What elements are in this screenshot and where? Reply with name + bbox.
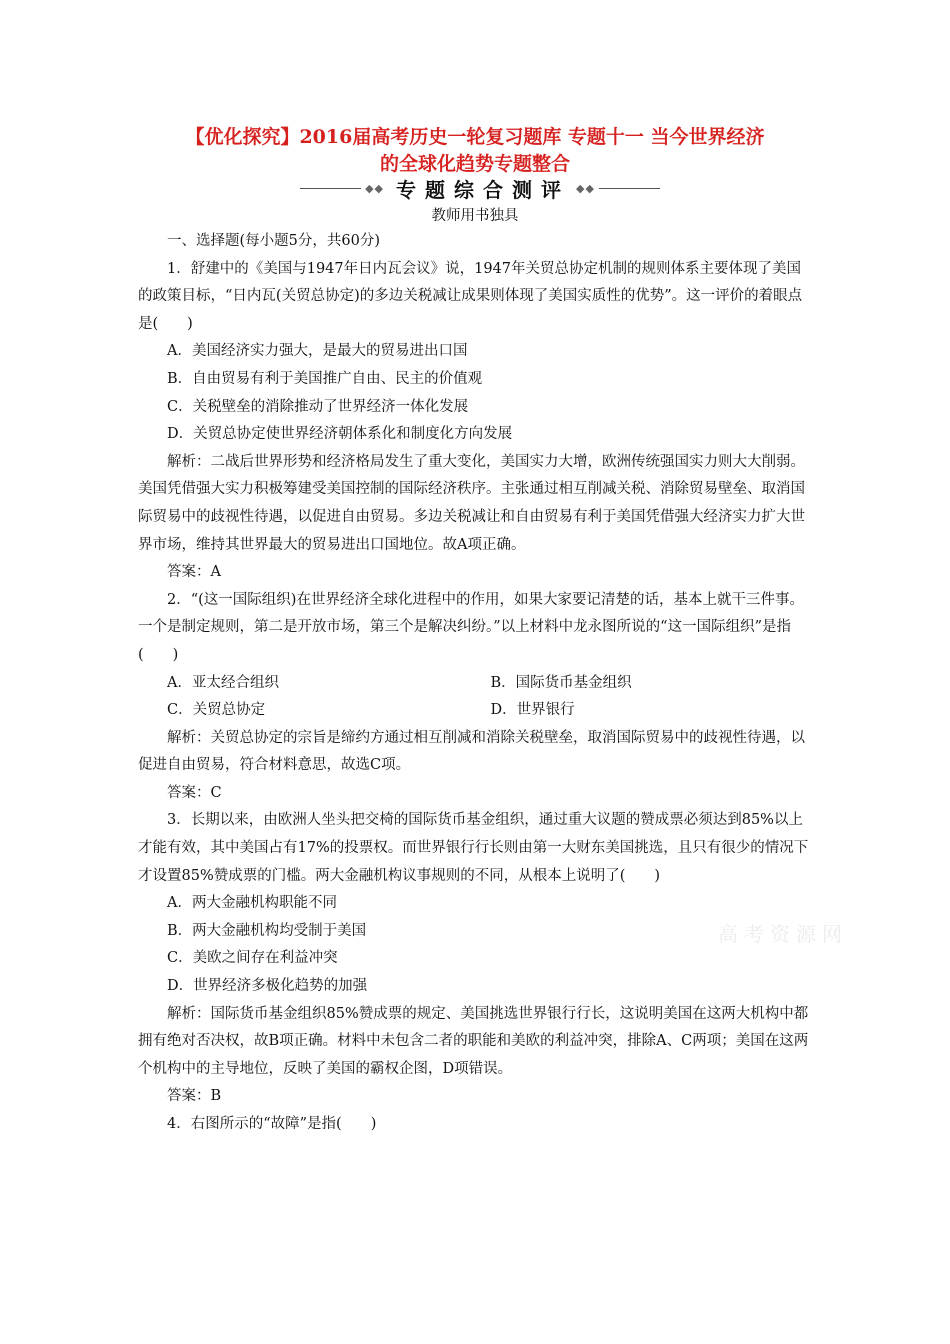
question-2-options-row-2	[138, 697, 814, 725]
question-3-option-d: D．世界经济多极化趋势的加强	[167, 978, 368, 995]
question-1-option-a: A．美国经济实力强大，是最大的贸易进出口国	[167, 343, 468, 360]
question-3-answer: 答案：B	[167, 1088, 222, 1105]
question-3-analysis: 解析：国际货币基金组织85%赞成票的规定、美国挑选世界银行行长，这说明美国在这两大机构中都拥有绝对否决权，故B项正确。材料中未包含二者的职能和美欧的利益冲突，排除A、C两项；美国在这两个机构中的主导地位，反映了美国的霸权企图，D项错误。	[138, 1005, 809, 1077]
diamond-icon-left: ◆◆	[365, 181, 384, 195]
question-3-stem: 3．长期以来，由欧洲人坐头把交椅的国际货币基金组织，通过重大议题的赞成票必须达到85%以上才能有效，其中美国占有17%的投票权。而世界银行行长则由第一大财东美国挑选，且只有很少的情况下才设置85%赞成票的门槛。两大金融机构议事规则的不同，从根本上说明了( )	[138, 812, 809, 884]
question-2-answer: 答案：C	[167, 784, 222, 801]
question-2-options-row-1	[138, 670, 814, 698]
question-1-option-c: C．关税壁垒的消除推动了世界经济一体化发展	[167, 398, 469, 415]
question-1-stem: 1．舒建中的《美国与1947年日内瓦会议》说，1947年关贸总协定机制的规则体系主要体现了美国的政策目标，“日内瓦(关贸总协定)的多边关税减让成果则体现了美国实质性的优势”。这一评价的着眼点是( )	[138, 260, 803, 332]
question-3-option-b: B．两大金融机构均受制于美国	[167, 922, 367, 939]
section-banner	[300, 176, 660, 200]
banner-right-rule	[599, 188, 660, 189]
question-2-option-d: D．世界银行	[490, 702, 575, 719]
banner-left-rule	[300, 188, 361, 189]
question-1-analysis: 解析：二战后世界形势和经济格局发生了重大变化，美国实力大增，欧洲传统强国实力则大大削弱。美国凭借强大实力积极筹建受美国控制的国际经济秩序。主张通过相互削减关税、消除贸易壁垒、取消国际贸易中的歧视性待遇，以促进自由贸易。多边关税减让和自由贸易有利于美国凭借强大经济实力扩大世界市场，维持其世界最大的贸易进出口国地位。故A项正确。	[138, 453, 805, 553]
banner-label: 专题综合测评	[396, 177, 570, 202]
document-title	[110, 124, 840, 178]
question-2-option-c: C．关贸总协定	[167, 702, 266, 719]
question-1-answer: 答案：A	[167, 564, 221, 581]
document-body	[138, 228, 814, 1139]
question-3-option-a: A．两大金融机构职能不同	[167, 895, 337, 912]
watermark: 高考资源网	[718, 922, 848, 946]
diamond-icon-right: ◆◆	[576, 181, 595, 195]
title-line-1: 【优化探究】2016届高考历史一轮复习题库 专题十一 当今世界经济	[185, 126, 765, 148]
section-heading: 一、选择题(每小题5分，共60分)	[167, 233, 380, 249]
title-line-2: 的全球化趋势专题整合	[379, 153, 570, 175]
question-2-stem: 2．“(这一国际组织)在世界经济全球化进程中的作用，如果大家要记清楚的话，基本上就干三件事。一个是制定规则，第二是开放市场，第三个是解决纠纷。”以上材料中龙永图所说的“这一国际组织”是指( )	[138, 591, 804, 663]
question-3-option-c: C．美欧之间存在利益冲突	[167, 950, 338, 967]
question-1-option-b: B．自由贸易有利于美国推广自由、民主的价值观	[167, 370, 483, 387]
question-1-option-d: D．关贸总协定使世界经济朝体系化和制度化方向发展	[167, 426, 513, 443]
question-2-option-a: A．亚太经合组织	[167, 674, 279, 691]
subtitle: 教师用书独具	[431, 208, 519, 224]
question-4-stem: 4．右图所示的“故障”是指( )	[167, 1116, 377, 1132]
question-2-option-b: B．国际货币基金组织	[490, 674, 632, 691]
question-2-analysis: 解析：关贸总协定的宗旨是缔约方通过相互削减和消除关税壁垒，取消国际贸易中的歧视性待遇，以促进自由贸易，符合材料意思，故选C项。	[138, 729, 805, 774]
